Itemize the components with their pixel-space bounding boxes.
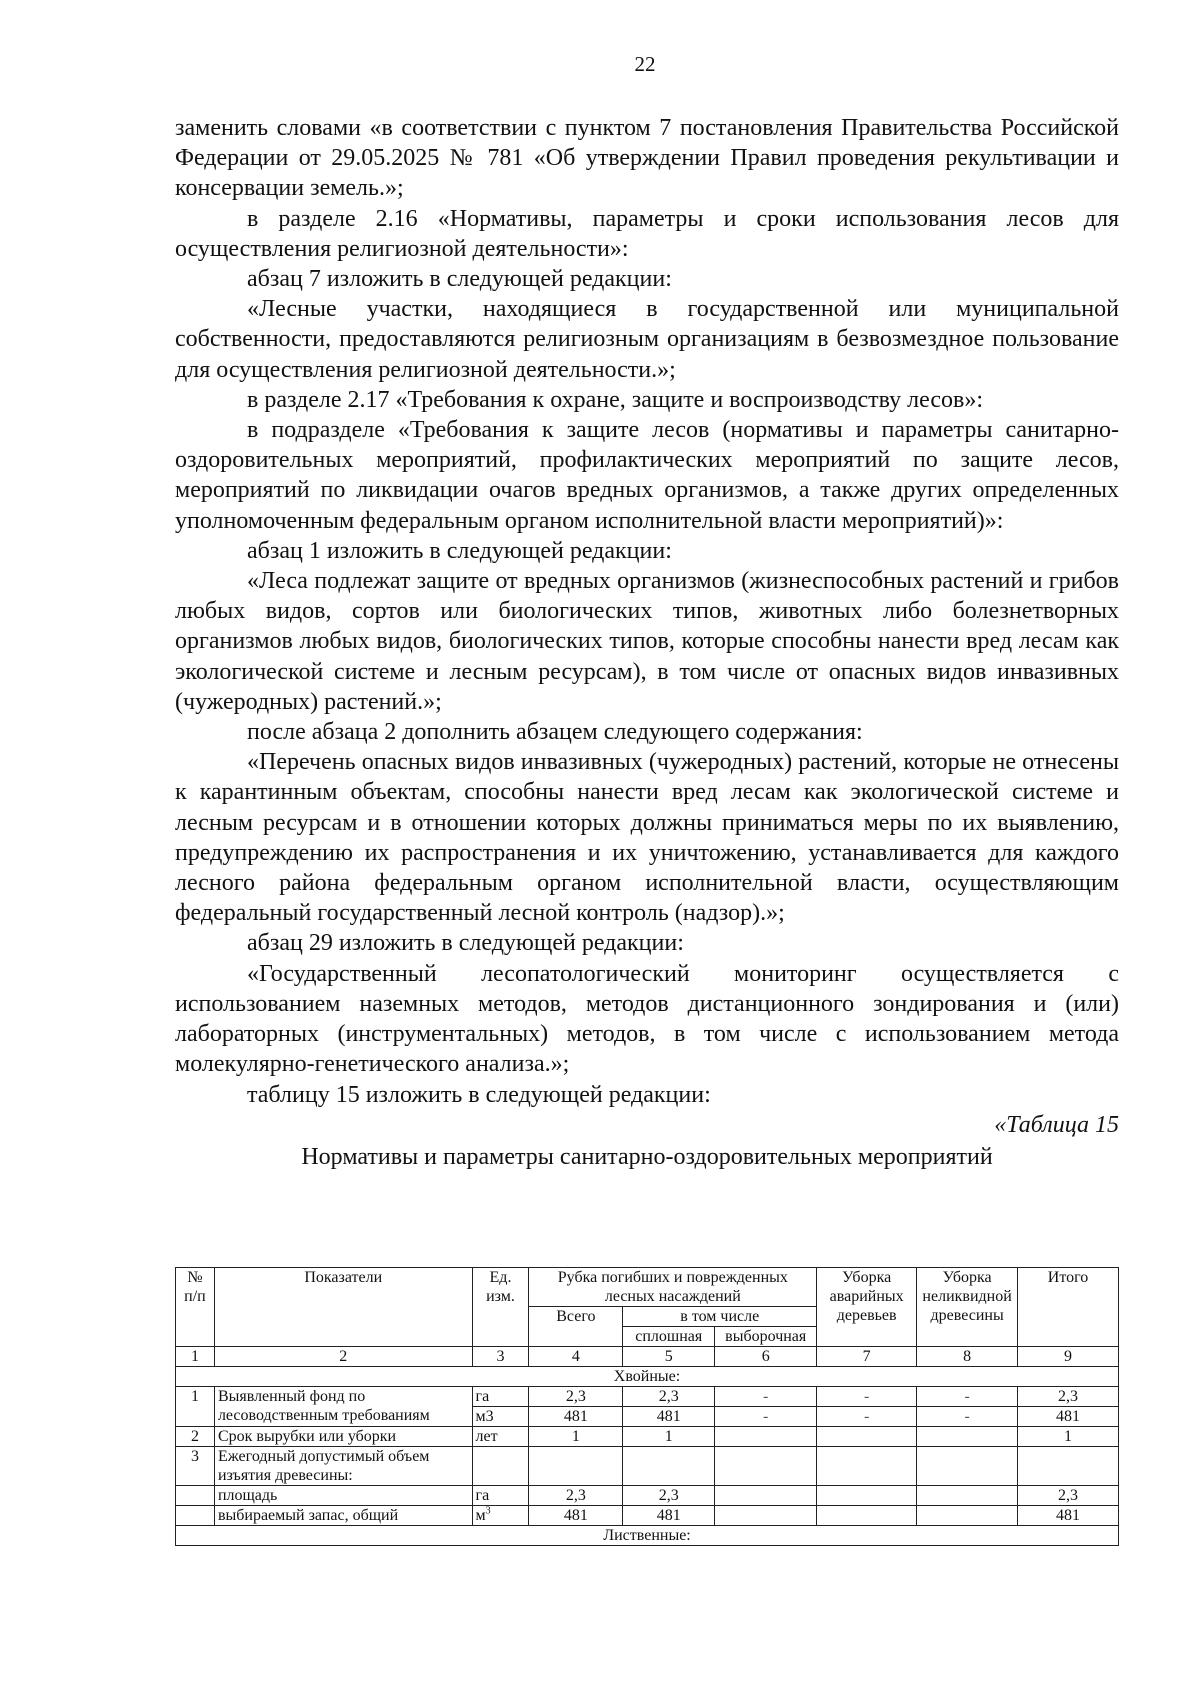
col-number: 4 (529, 1347, 623, 1367)
row-unit: лет (472, 1427, 529, 1447)
row-unit: м3 (472, 1407, 529, 1427)
cell-empty (715, 1506, 817, 1526)
row-unit: га (472, 1387, 529, 1407)
cell-value: - (715, 1387, 817, 1407)
paragraph: «Леса подлежат защите от вредных организмов (жизнеспособных растений и грибов любых видов, сортов или биологических типов, животных либо болезнетворных организмов любых видов, биологических типов, которые способны нанести вред лесам как экологической системе и лесным ресурсам), в том числе от опасных видов инвазивных (чужеродных) растений.»; (175, 568, 1119, 715)
header-itogo: Итого (1018, 1268, 1119, 1347)
table-row (176, 1387, 1119, 1407)
cell-empty (176, 1486, 215, 1506)
col-number: 2 (214, 1347, 472, 1367)
col-number: 3 (472, 1347, 529, 1367)
cell-value: 481 (1018, 1506, 1119, 1526)
cell-value: 481 (623, 1407, 715, 1427)
table-row (176, 1447, 1119, 1486)
paragraph: «Перечень опасных видов инвазивных (чужеродных) растений, которые не отнесены к карантинным объектам, способны нанести вред лесам как экологической системе и лесным ресурсам и в отношении которых должны приниматься меры по их выявлению, предупреждению их распространения и их уничтожению, устанавливается для каждого лесного района федеральным органом исполнительной власти, осуществляющим федеральный государственный лесной контроль (надзор).»; (175, 749, 1119, 927)
cell-empty (817, 1506, 917, 1526)
header-felling: Рубка погибших и поврежденных лесных насаждений (529, 1268, 817, 1307)
header-clear: сплошная (623, 1327, 715, 1347)
paragraph: абзац 1 изложить в следующей редакции: (247, 537, 672, 564)
paragraph: в подразделе «Требования к защите лесов (нормативы и параметры санитарно-оздоровительных мероприятий, профилактических мероприятий по защите лесов, мероприятий по ликвидации очагов вредных организмов, а также других определенных уполномоченным федеральным органом исполнительной власти мероприятий)»: (175, 417, 1119, 534)
cell-value: 1 (529, 1427, 623, 1447)
row-label: выбираемый запас, общий (214, 1506, 472, 1526)
cell-value: 2,3 (623, 1486, 715, 1506)
col-number: 5 (623, 1347, 715, 1367)
cell-value: 2,3 (529, 1486, 623, 1506)
cell-value: - (715, 1407, 817, 1427)
cell-value: 2,3 (1018, 1387, 1119, 1407)
header-emergency: Уборка аварийных деревьев (817, 1268, 917, 1347)
section-conifers: Хвойные: (176, 1367, 1119, 1387)
table-row (176, 1427, 1119, 1447)
cell-empty (917, 1506, 1018, 1526)
unit-superscript: 3 (485, 1505, 491, 1517)
header-num: № п/п (176, 1268, 215, 1347)
cell-empty (529, 1447, 623, 1486)
row-num: 3 (176, 1447, 215, 1486)
cell-empty (715, 1486, 817, 1506)
header-including: в том числе (623, 1307, 817, 1327)
cell-value: - (917, 1407, 1018, 1427)
table-label: «Таблица 15 (994, 1111, 1119, 1138)
cell-empty (817, 1486, 917, 1506)
row-label: Ежегодный допустимый объем изъятия древесины: (214, 1447, 472, 1486)
cell-empty (917, 1486, 1018, 1506)
paragraph: «Лесные участки, находящиеся в государственной или муниципальной собственности, предоставляются религиозным организациям в безвозмездное пользование для осуществления религиозной деятельности.»; (175, 296, 1119, 383)
page-number: 22 (634, 52, 656, 76)
cell-empty (715, 1427, 817, 1447)
cell-empty (1018, 1447, 1119, 1486)
row-unit (472, 1506, 529, 1526)
header-total: Всего (529, 1307, 623, 1347)
paragraph: таблицу 15 изложить в следующей редакции: (247, 1081, 711, 1108)
cell-empty (917, 1427, 1018, 1447)
col-number: 6 (715, 1347, 817, 1367)
cell-value: 481 (529, 1407, 623, 1427)
unit-text: м (475, 1507, 486, 1524)
column-numbers-row (176, 1347, 1119, 1367)
cell-value: - (817, 1387, 917, 1407)
header-unit: Ед. изм. (472, 1268, 529, 1347)
cell-value: 2,3 (529, 1387, 623, 1407)
col-number: 7 (817, 1347, 917, 1367)
paragraph: «Государственный лесопатологический мониторинг осуществляется с использованием наземных методов, методов дистанционного зондирования и (или) лабораторных (инструментальных) методов, в том числе с использованием метода молекулярно-генетического анализа.»; (175, 960, 1119, 1078)
col-number: 1 (176, 1347, 215, 1367)
cell-empty (472, 1447, 529, 1486)
row-label: площадь (214, 1486, 472, 1506)
cell-value: - (817, 1407, 917, 1427)
cell-value: 481 (529, 1506, 623, 1526)
cell-empty (917, 1447, 1018, 1486)
table-15 (175, 1267, 1119, 1546)
paragraph: заменить словами «в соответствии с пунктом 7 постановления Правительства Российской Федерации от 29.05.2025 № 781 «Об утверждении Правил проведения рекультивации и консервации земель.»; (175, 115, 1119, 202)
cell-value: 481 (1018, 1407, 1119, 1427)
row-label: Срок вырубки или уборки (214, 1427, 472, 1447)
cell-value: 1 (623, 1427, 715, 1447)
paragraph: в разделе 2.17 «Требования к охране, защите и воспроизводству лесов»: (247, 386, 983, 413)
row-num: 2 (176, 1427, 215, 1447)
col-number: 8 (917, 1347, 1018, 1367)
cell-empty (817, 1447, 917, 1486)
header-unmarketable: Уборка неликвидной древесины (917, 1268, 1018, 1347)
col-number: 9 (1018, 1347, 1119, 1367)
header-selective: выборочная (715, 1327, 817, 1347)
cell-value: 481 (623, 1506, 715, 1526)
cell-empty (623, 1447, 715, 1486)
cell-empty (176, 1506, 215, 1526)
cell-value: - (917, 1387, 1018, 1407)
table-row (176, 1506, 1119, 1526)
cell-value: 2,3 (1018, 1486, 1119, 1506)
row-num: 1 (176, 1387, 215, 1427)
cell-value: 2,3 (623, 1387, 715, 1407)
cell-empty (817, 1427, 917, 1447)
paragraph: в разделе 2.16 «Нормативы, параметры и сроки использования лесов для осуществления религиозной деятельности»: (175, 205, 1119, 262)
document-body (175, 113, 1119, 1172)
paragraph: абзац 29 изложить в следующей редакции: (247, 930, 684, 957)
paragraph: абзац 7 изложить в следующей редакции: (247, 266, 672, 293)
cell-value: 1 (1018, 1427, 1119, 1447)
cell-empty (715, 1447, 817, 1486)
section-deciduous: Лиственные: (176, 1526, 1119, 1546)
row-label: Выявленный фонд по лесоводственным требованиям (214, 1387, 472, 1427)
paragraph: после абзаца 2 дополнить абзацем следующего содержания: (247, 719, 863, 746)
header-indicators: Показатели (214, 1268, 472, 1347)
table-row (176, 1486, 1119, 1506)
table-title: Нормативы и параметры санитарно-оздоровительных мероприятий (301, 1143, 993, 1170)
row-unit: га (472, 1486, 529, 1506)
